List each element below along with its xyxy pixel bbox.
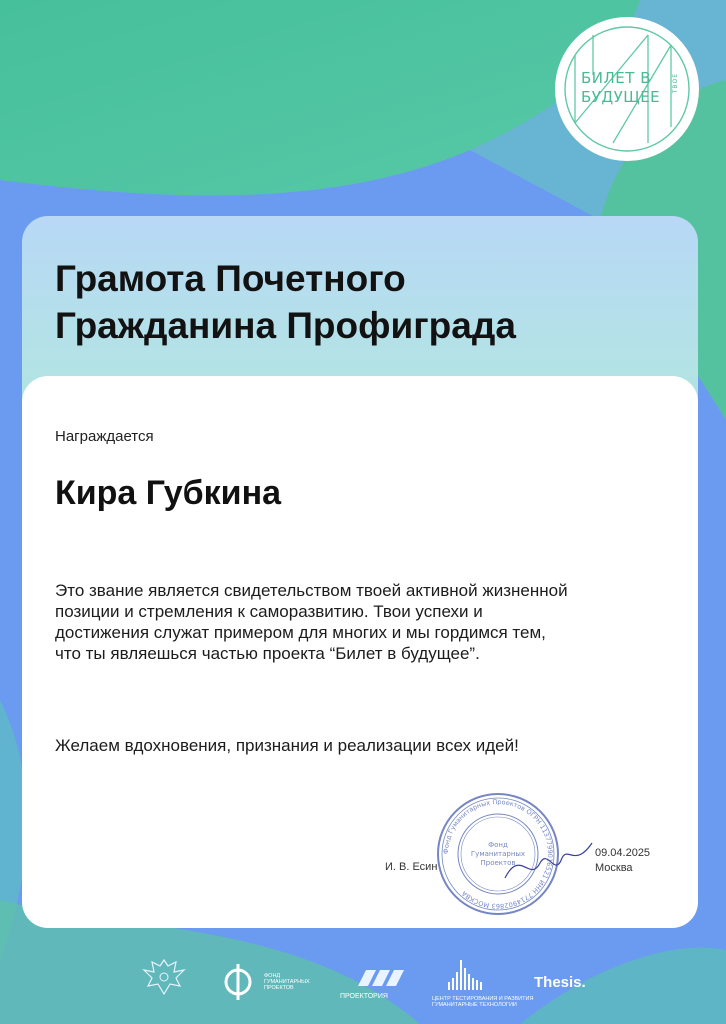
signature [500,838,600,888]
seal-ring-text: Фонд Гуманитарных Проектов ОГРН 1137799016521 ИНН 7714902863 МОСКВА [441,797,555,911]
title-line1: Грамота Почетного [55,258,406,299]
proektoria-logo [340,970,410,1000]
eagle-icon [140,956,188,1000]
issue-city: Москва [595,862,633,874]
building-icon [432,958,512,992]
issue-date: 09.04.2025 [595,847,651,859]
ticket-to-future-logo [553,15,701,163]
seal-center-line3: Проектов [480,859,516,867]
signer-name: И. В. Есин [385,861,438,873]
testing-center-line1: ЦЕНТР ТЕСТИРОВАНИЯ И РАЗВИТИЯ [432,996,534,1002]
title-line2: Гражданина Профиграда [55,305,516,346]
awarded-label: Награждается [55,428,154,445]
fund-logo-line3: ПРОЕКТОВ [264,985,294,991]
thesis-logo: Thesis. [534,974,586,991]
testing-center-line2: ГУМАНИТАРНЫЕ ТЕХНОЛОГИИ [432,1002,517,1008]
phi-icon [218,962,258,1002]
body-paragraph-1: Это звание является свидетельством твоей активной жизненной позиции и стремления к саморазвитию. Твои успехи и достижения служат примером для многих и мы гордимся тем, что ты являешься частью проекта “Билет в будущее”. [55,581,568,663]
logo-text-line2: БУДУЩЕЕ [581,88,661,106]
testing-center-logo [432,958,533,1008]
fund-logo-line2: ГУМАНИТАРНЫХ [264,979,310,985]
proektoria-text: ПРОЕКТОРИЯ [340,993,388,1000]
body-paragraph-2: Желаем вдохновения, признания и реализации всех идей! [55,736,519,755]
recipient-name: Кира Губкина [55,474,282,512]
logo-text-line1: БИЛЕТ В [581,69,651,87]
humanitarian-projects-fund-logo [218,962,310,1002]
page-title [55,255,516,349]
fund-logo-line1: ФОНД [264,973,281,979]
seal-center-line1: Фонд [488,841,508,849]
ministry-emblem [140,956,188,1000]
logo-text-vertical: ТВОЕ [672,73,679,94]
seal-center-line2: Гуманитарных [470,850,526,858]
